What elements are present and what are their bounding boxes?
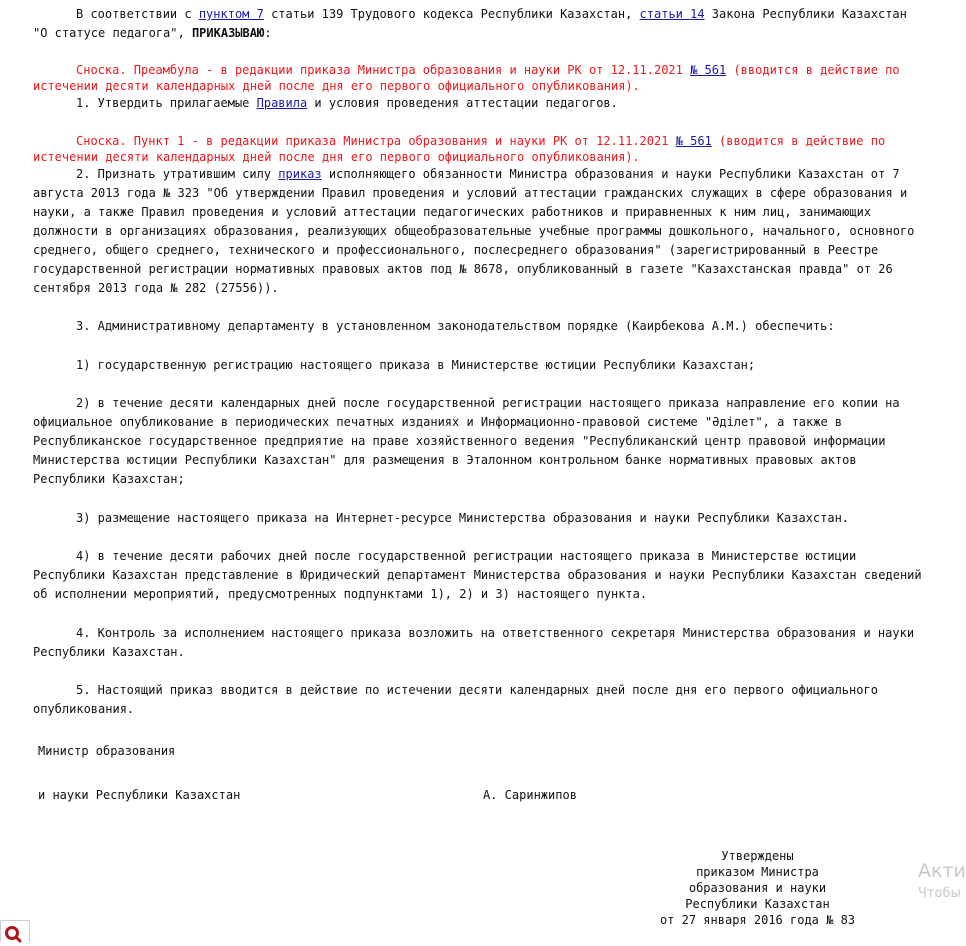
signature-title-line-2: и науки Республики Казахстан bbox=[38, 788, 241, 802]
item-4-line-2: Республики Казахстан. bbox=[33, 645, 185, 659]
preamble-line-1 bbox=[76, 5, 907, 24]
item-2-line-5: среднего, общего среднего, технического и профессионального, послесреднего образования" (зарегистрированный в Реестре bbox=[33, 243, 879, 257]
activation-watermark-subtitle: Чтобы bbox=[918, 886, 961, 901]
footnote-text: Сноска. Преамбула - в редакции приказа Министра образования и науки РК от 12.11.2021 bbox=[76, 63, 691, 77]
order-word: ПРИКАЗЫВАЮ bbox=[191, 26, 265, 40]
item-2-line-6: государственной регистрации нормативных правовых актов под № 8678, опубликованный в газете "Казахстанская правда" от 26 bbox=[33, 262, 893, 276]
approval-line-5: от 27 января 2016 года № 83 bbox=[659, 913, 856, 927]
approval-line-1: Утверждены bbox=[721, 849, 794, 863]
subitem-4-line-1: 4) в течение десяти рабочих дней после государственной регистрации настоящего приказа в Министерстве юстиции bbox=[76, 549, 857, 563]
preamble-text: статьи 139 Трудового кодекса Республики Казахстан, bbox=[263, 7, 640, 21]
link-pravila[interactable]: Правила bbox=[256, 96, 308, 110]
subitem-2-line-4: Министерства юстиции Республики Казахстан" для размещения в Эталонном контрольном банке нормативных правовых актов bbox=[33, 453, 857, 467]
footnote-1-line-2: истечении десяти календарных дней после дня его первого официального опубликования). bbox=[33, 79, 640, 93]
item-2-line-7: сентября 2013 года № 282 (27556)). bbox=[33, 281, 279, 295]
link-statya-14[interactable]: статьи 14 bbox=[639, 7, 705, 21]
subitem-1: 1) государственную регистрацию настоящего приказа в Министерстве юстиции Республики Казахстан; bbox=[76, 358, 756, 372]
search-icon bbox=[1, 921, 29, 943]
footnote-2-line-2: истечении десяти календарных дней после дня его первого официального опубликования). bbox=[33, 150, 640, 164]
approval-line-4: Республики Казахстан bbox=[685, 897, 830, 911]
item-5-line-2: опубликования. bbox=[33, 702, 135, 716]
approval-line-2: приказом Министра bbox=[696, 865, 819, 879]
item-4-line-1: 4. Контроль за исполнением настоящего приказа возложить на ответственного секретаря Министерства образования и науки bbox=[76, 626, 915, 640]
item-2-line-1 bbox=[76, 165, 900, 184]
item-text: 2. Признать утратившим силу bbox=[76, 167, 279, 181]
footnote-text: Сноска. Пункт 1 - в редакции приказа Министра образования и науки РК от 12.11.2021 bbox=[76, 134, 676, 148]
item-5-line-1: 5. Настоящий приказ вводится в действие по истечении десяти календарных дней после дня его первого официального bbox=[76, 683, 878, 697]
subitem-3: 3) размещение настоящего приказа на Интернет-ресурсе Министерства образования и науки Республики Казахстан. bbox=[76, 511, 850, 525]
item-1 bbox=[76, 94, 618, 113]
preamble-text: В соответствии с bbox=[76, 7, 199, 21]
item-2-line-4: должности в организациях образования, реализующих общеобразовательные учебные программы дошкольного, начального, основного bbox=[33, 224, 915, 238]
link-order-561[interactable]: № 561 bbox=[690, 63, 727, 77]
link-punkt-7[interactable]: пунктом 7 bbox=[198, 7, 264, 21]
subitem-2-line-2: официальное опубликование в периодических печатных изданиях и Информационно-правовой системе "Әділет", а также в bbox=[33, 415, 843, 429]
subitem-4-line-3: об исполнении мероприятий, предусмотренных подпунктами 1), 2) и 3) настоящего пункта. bbox=[33, 587, 648, 601]
footnote-text: (вводится в действие по bbox=[711, 134, 886, 148]
preamble-text: : bbox=[264, 26, 272, 40]
subitem-2-line-1: 2) в течение десяти календарных дней после государственной регистрации настоящего приказа направление его копии на bbox=[76, 396, 900, 410]
item-text: 1. Утвердить прилагаемые bbox=[76, 96, 257, 110]
subitem-2-line-5: Республики Казахстан; bbox=[33, 472, 185, 486]
subitem-4-line-2: Республики Казахстан представление в Юридический департамент Министерства образования и науки Республики Казахстан сведений bbox=[33, 568, 922, 582]
item-2-line-3: науки, а также Правил проведения и условий аттестации педагогических работников и приравненных к ним лиц, занимающих bbox=[33, 205, 872, 219]
item-text: исполняющего обязанности Министра образования и науки Республики Казахстан от 7 bbox=[321, 167, 900, 181]
footnote-text: (вводится в действие по bbox=[726, 63, 900, 77]
subitem-2-line-3: Республиканское государственное предприятие на праве хозяйственного ведения "Республиканский центр правовой информации bbox=[33, 434, 886, 448]
activation-watermark-title: Акти bbox=[918, 860, 966, 882]
preamble-line-2 bbox=[33, 24, 271, 43]
search-button[interactable] bbox=[0, 920, 30, 942]
signature-name: А. Саринжипов bbox=[483, 788, 577, 802]
preamble-text: "О статусе педагога", bbox=[33, 26, 192, 40]
preamble-text: Закона Республики Казахстан bbox=[704, 7, 907, 21]
signature-title-line-1: Министр образования bbox=[38, 744, 176, 758]
link-prikaz[interactable]: приказ bbox=[278, 167, 322, 181]
approval-line-3: образования и науки bbox=[688, 881, 827, 895]
link-order-561[interactable]: № 561 bbox=[675, 134, 712, 148]
item-text: и условия проведения аттестации педагогов. bbox=[307, 96, 618, 110]
item-3: 3. Административному департаменту в установленном законодательством порядке (Каирбекова А.М.) обеспечить: bbox=[76, 319, 835, 333]
item-2-line-2: августа 2013 года № 323 "Об утверждении Правил проведения и условий аттестации гражданских служащих в сфере образования и bbox=[33, 186, 908, 200]
